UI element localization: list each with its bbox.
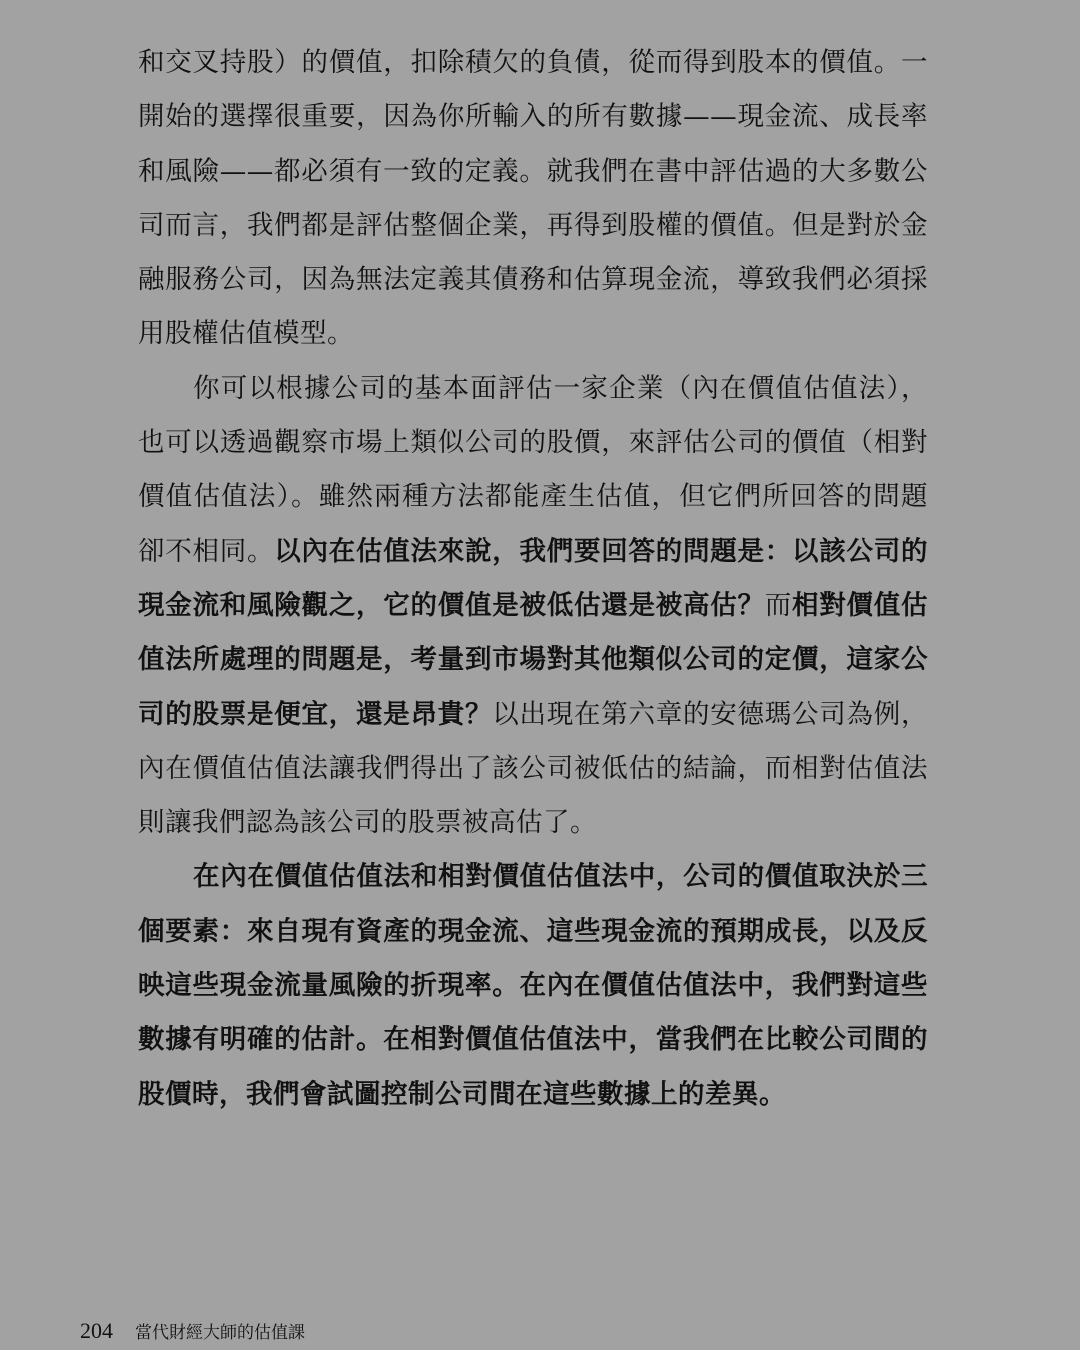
book-title: 當代財經大師的估值課 [135, 1323, 305, 1343]
text-run: 和風險——都必須有一致的定義。就我們在書中評估過的大多數公 [138, 155, 928, 187]
text-run: 價值估值法）。雖然兩種方法都能產生估值，但它們所回答的問題 [138, 481, 928, 513]
bold-text-run: 相對價值估 [792, 589, 928, 621]
text-line [138, 688, 928, 742]
text-run: 以出現在第六章的安德瑪公司為例， [492, 698, 928, 730]
text-line [138, 307, 928, 361]
bold-text-run: 股價時，我們會試圖控制公司間在這些數據上的差異。 [138, 1078, 786, 1110]
text-line [138, 633, 928, 687]
text-run: 而 [764, 589, 792, 621]
text-run: 也可以透過觀察市場上類似公司的股價，來評估公司的價值（相對 [138, 427, 928, 459]
bold-text-run: 在內在價值估值法和相對價值估值法中，公司的價值取決於三 [193, 861, 928, 893]
text-line [138, 525, 928, 579]
text-line [138, 145, 928, 199]
bold-text-run: 數據有明確的估計。在相對價值估值法中，當我們在比較公司間的 [138, 1024, 928, 1056]
text-line [138, 1013, 928, 1067]
text-run: 你可以根據公司的基本面評估一家企業（內在價值估值法）， [193, 372, 928, 404]
bold-text-run: 值法所處理的問題是，考量到市場對其他類似公司的定價，這家公 [138, 644, 928, 676]
text-line [138, 36, 928, 90]
text-line [138, 416, 928, 470]
text-run: 開始的選擇很重要，因為你所輸入的所有數據——現金流、成長率 [138, 101, 928, 133]
text-run: 內在價值估值法讓我們得出了該公司被低估的結論，而相對估值法 [138, 752, 928, 784]
text-line [138, 1068, 928, 1122]
bold-text-run: 個要素：來自現有資產的現金流、這些現金流的預期成長，以及反 [138, 915, 928, 947]
text-run: 卻不相同。 [138, 535, 275, 567]
text-line [138, 253, 928, 307]
body-text [138, 36, 928, 1122]
text-line [138, 796, 928, 850]
text-line [138, 199, 928, 253]
text-line [138, 905, 928, 959]
text-run: 用股權估值模型。 [138, 318, 354, 350]
text-line [138, 959, 928, 1013]
text-line [138, 90, 928, 144]
text-line [138, 470, 928, 524]
text-line [138, 742, 928, 796]
text-run: 和交叉持股）的價值，扣除積欠的負債，從而得到股本的價值。一 [138, 47, 928, 78]
text-run: 司而言，我們都是評估整個企業，再得到股權的價值。但是對於金 [138, 209, 928, 241]
text-run: 則讓我們認為該公司的股票被高估了。 [138, 807, 597, 839]
text-run: 融服務公司，因為無法定義其債務和估算現金流，導致我們必須採 [138, 264, 928, 296]
bold-text-run: 司的股票是便宜，還是昂貴？ [138, 698, 493, 730]
page-footer [80, 1316, 305, 1346]
paragraph-first-line [138, 362, 928, 416]
page-number: 204 [80, 1318, 113, 1343]
text-line [138, 579, 928, 633]
bold-text-run: 以內在估值法來說，我們要回答的問題是：以該公司的 [274, 535, 928, 567]
paragraph-first-line [138, 850, 928, 904]
bold-text-run: 現金流和風險觀之，它的價值是被低估還是被高估？ [138, 589, 765, 621]
bold-text-run: 映這些現金流量風險的折現率。在內在價值估值法中，我們對這些 [138, 970, 928, 1002]
